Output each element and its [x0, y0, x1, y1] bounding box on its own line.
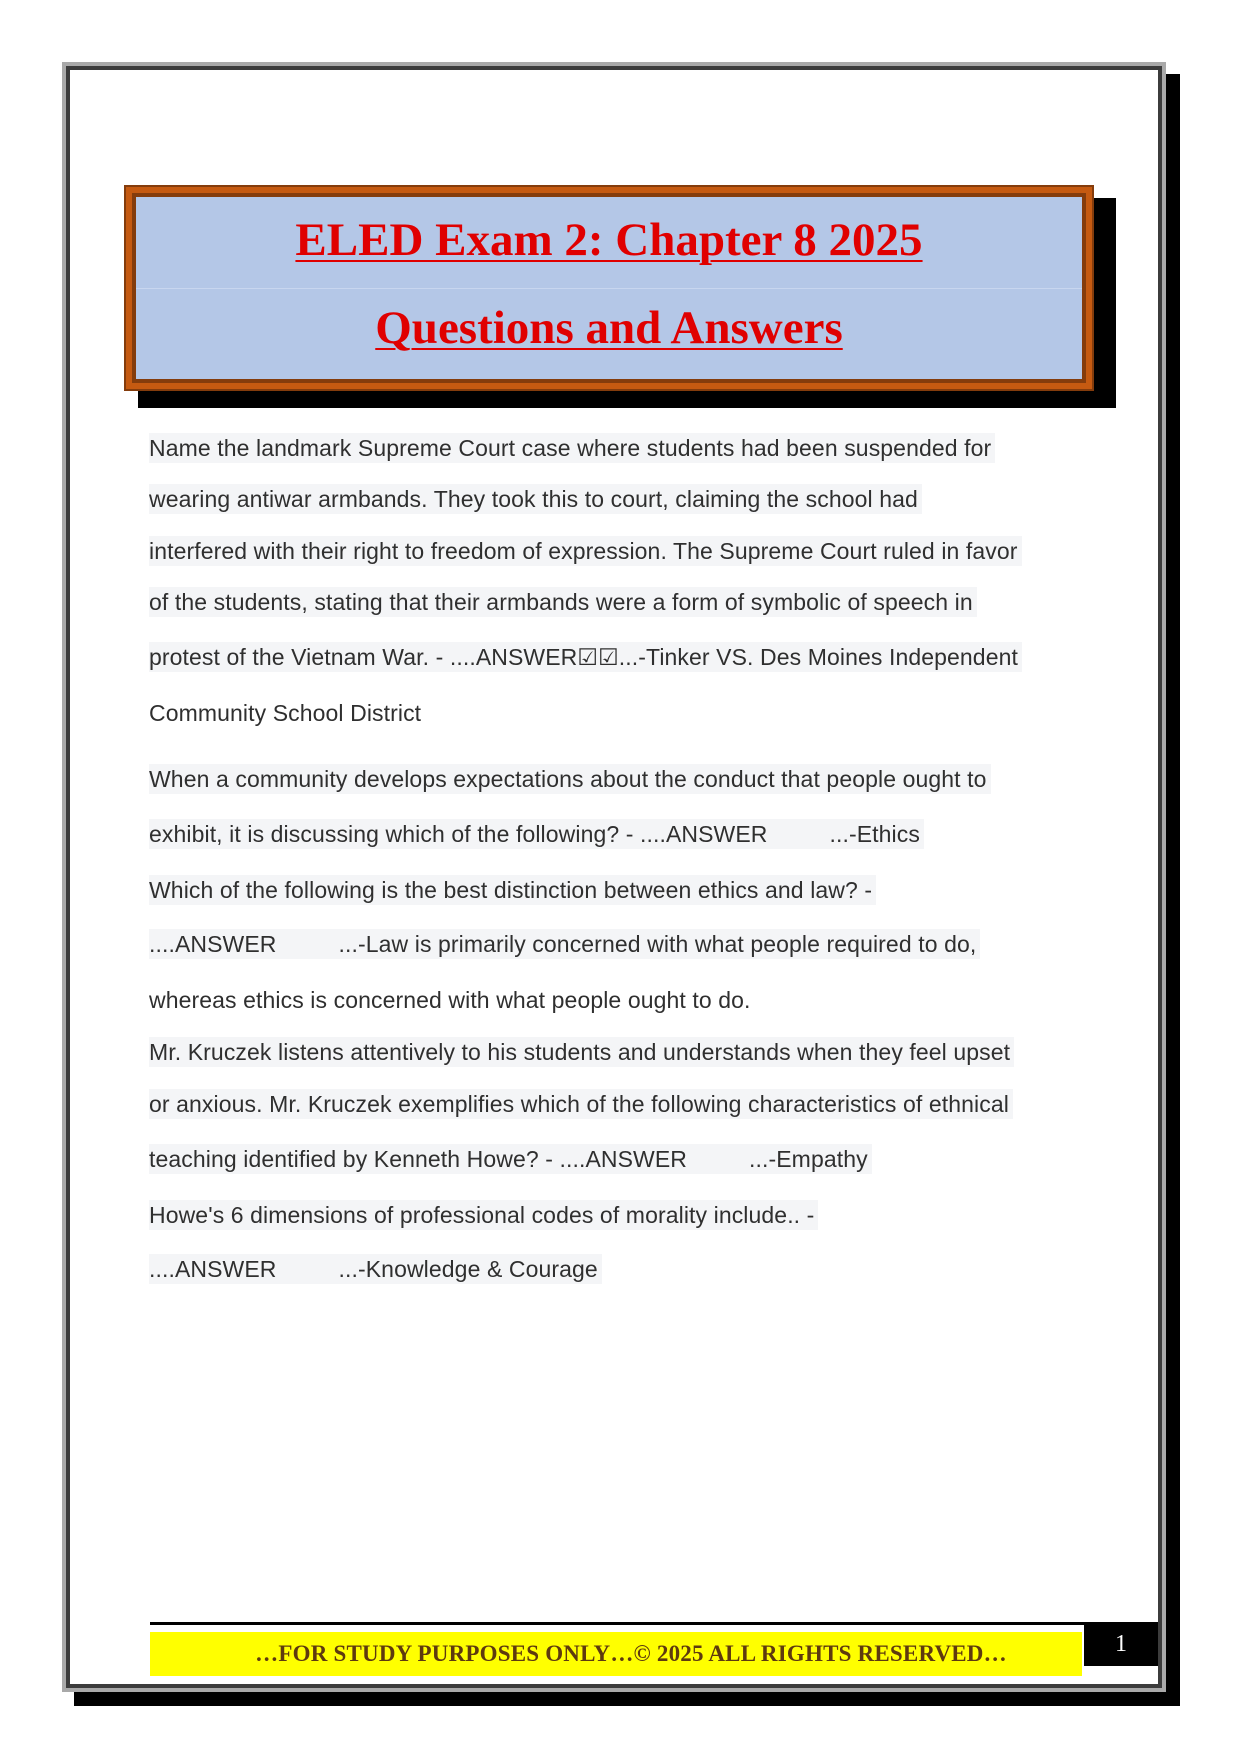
qa-line-answer: ...-Knowledge & Courage [338, 1256, 598, 1282]
qa-line-answer: ...-Ethics [829, 821, 920, 847]
document-title-line-1: ELED Exam 2: Chapter 8 2025 [295, 214, 923, 266]
qa-line [149, 819, 924, 849]
title-box [126, 187, 1092, 389]
document-title-line-2: Questions and Answers [375, 302, 843, 354]
footer-rule [150, 1622, 1086, 1625]
qa-line [149, 929, 980, 959]
qa-line: whereas ethics is concerned with what people ought to do. [149, 987, 751, 1013]
title-divider [136, 288, 1082, 289]
qa-line: Name the landmark Supreme Court case where students had been suspended for [149, 433, 995, 463]
qa-line: protest of the Vietnam War. - ....ANSWER☑☑...-Tinker VS. Des Moines Independent [149, 642, 1022, 672]
qa-line: or anxious. Mr. Kruczek exemplifies which of the following characteristics of ethnical [149, 1089, 1013, 1119]
qa-line [149, 1254, 602, 1284]
qa-line [149, 1144, 872, 1174]
qa-line-question: teaching identified by Kenneth Howe? - ....ANSWER [149, 1146, 688, 1172]
page-number: 1 [1084, 1622, 1158, 1666]
qa-line-question: exhibit, it is discussing which of the following? - ....ANSWER [149, 821, 768, 847]
qa-line: Community School District [149, 700, 422, 726]
qa-line-answer-label: ....ANSWER [149, 1256, 277, 1282]
qa-line: wearing antiwar armbands. They took this to court, claiming the school had [149, 484, 922, 514]
qa-line: Mr. Kruczek listens attentively to his students and understands when they feel upset [149, 1037, 1014, 1067]
qa-line: Howe's 6 dimensions of professional codes of morality include.. - [149, 1200, 818, 1230]
footer-copyright-text: …FOR STUDY PURPOSES ONLY…© 2025 ALL RIGHTS RESERVED… [255, 1641, 1007, 1666]
qa-line: When a community develops expectations about the conduct that people ought to [149, 764, 991, 794]
qa-line: of the students, stating that their armbands were a form of symbolic of speech in [149, 587, 977, 617]
qa-line-answer-label: ....ANSWER [149, 931, 277, 957]
qa-line-answer: ...-Law is primarily concerned with what people required to do, [338, 931, 977, 957]
qa-line-answer: ...-Empathy [749, 1146, 868, 1172]
qa-line: interfered with their right to freedom of expression. The Supreme Court ruled in favor [149, 536, 1022, 566]
qa-line: Which of the following is the best distinction between ethics and law? - [149, 875, 876, 905]
footer-band [150, 1632, 1082, 1676]
